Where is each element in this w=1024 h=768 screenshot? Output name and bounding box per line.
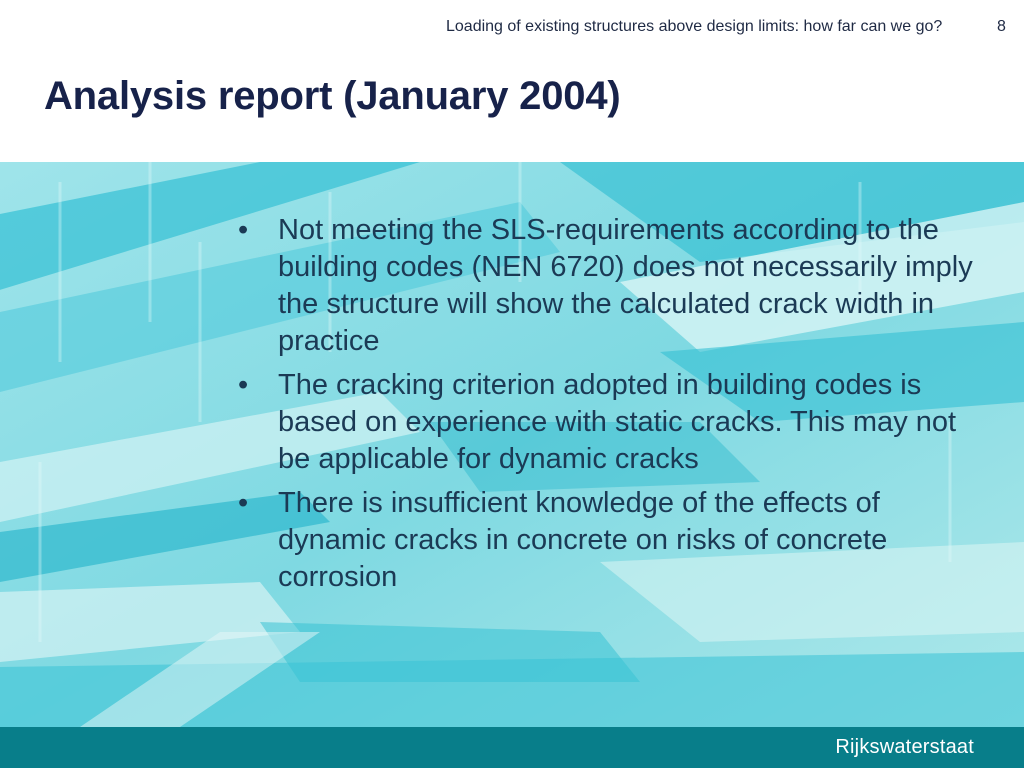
bullet-text: There is insufficient knowledge of the effects of dynamic cracks in concrete on risks of concrete corrosion: [278, 487, 888, 593]
footer-bar: [0, 727, 1024, 768]
bullet-text: The cracking criterion adopted in building codes is based on experience with static cracks. This may not be applicable for dynamic cracks: [278, 369, 957, 475]
bullet-list: [238, 212, 978, 603]
bullet-item: [238, 367, 978, 478]
bullet-glyph: •: [238, 369, 249, 401]
slide-title: Analysis report (January 2004): [44, 74, 621, 118]
brand-logo-text: Rijkswaterstaat: [835, 736, 974, 758]
bullet-glyph: •: [238, 487, 249, 519]
bullet-item: [238, 485, 978, 596]
header-running-title: Loading of existing structures above design limits: how far can we go?: [446, 18, 943, 35]
page-number: 8: [997, 18, 1006, 35]
bullet-text: Not meeting the SLS-requirements according to the building codes (NEN 6720) does not necessarily imply the structure will show the calculated crack width in practice: [278, 214, 973, 357]
bullet-glyph: •: [238, 214, 249, 246]
bullet-item: [238, 212, 978, 360]
